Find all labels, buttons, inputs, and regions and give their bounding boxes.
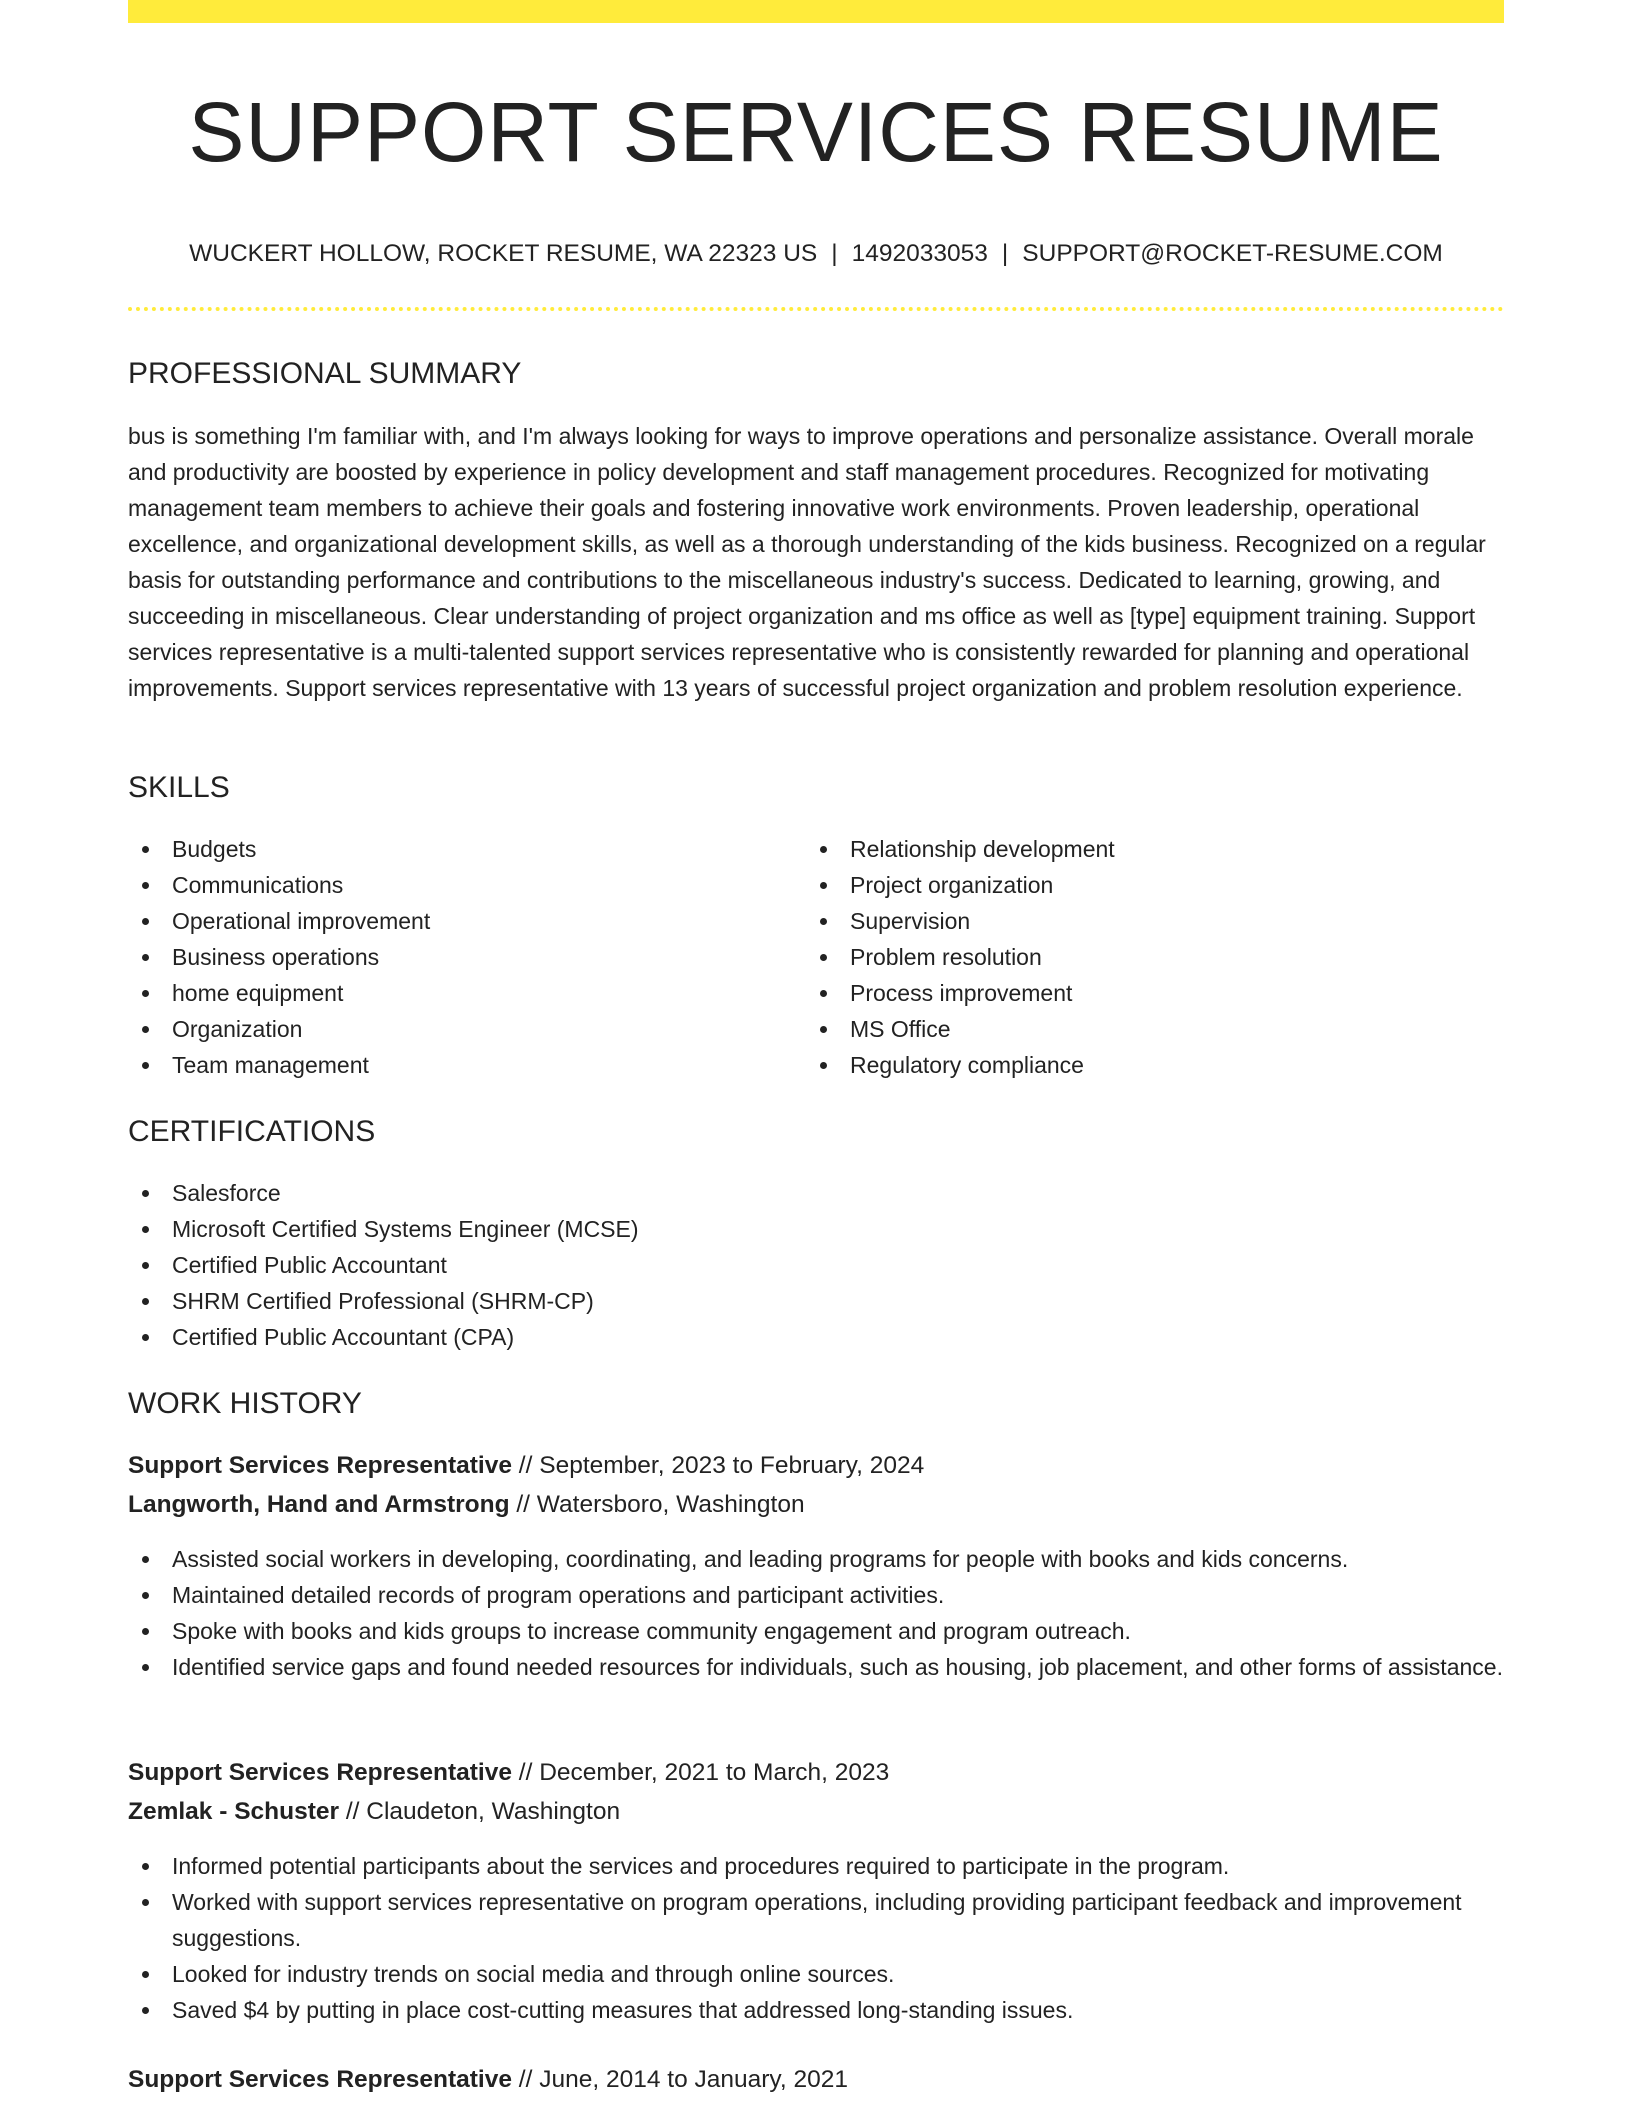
- list-item: Certified Public Accountant (CPA): [128, 1319, 1504, 1355]
- job-separator: //: [512, 2066, 540, 2093]
- job-location: Watersboro, Washington: [536, 1491, 805, 1518]
- list-item: Worked with support services representative on program operations, including providing participant feedback and improvement suggestions.: [128, 1884, 1504, 1956]
- job-title: Support Services Representative: [128, 1452, 512, 1479]
- summary-heading: PROFESSIONAL SUMMARY: [128, 357, 522, 390]
- contact-address: WUCKERT HOLLOW, ROCKET RESUME, WA 22323 US: [189, 240, 818, 267]
- resume-page: [128, 0, 1504, 2112]
- job-bullets: [128, 1541, 1504, 1685]
- list-item: Spoke with books and kids groups to increase community engagement and program outreach.: [128, 1613, 1504, 1649]
- list-item: Salesforce: [128, 1175, 1504, 1211]
- skills-list-right: [806, 831, 1504, 1083]
- top-accent-bar: [128, 0, 1504, 23]
- job-company-line: [128, 1793, 620, 1831]
- certifications-list: [128, 1175, 1504, 1355]
- contact-separator: |: [1001, 240, 1009, 267]
- list-item: Saved $4 by putting in place cost-cutting measures that addressed long-standing issues.: [128, 1992, 1504, 2028]
- list-item: Project organization: [806, 867, 1504, 903]
- job-company-line: [128, 1486, 805, 1524]
- contact-line: [128, 236, 1504, 272]
- list-item: Budgets: [128, 831, 788, 867]
- skills-list-left: [128, 831, 788, 1083]
- list-item: Team management: [128, 1047, 788, 1083]
- job-separator: //: [512, 1759, 540, 1786]
- list-item: Supervision: [806, 903, 1504, 939]
- list-item: Relationship development: [806, 831, 1504, 867]
- list-item: Certified Public Accountant: [128, 1247, 1504, 1283]
- list-item: SHRM Certified Professional (SHRM-CP): [128, 1283, 1504, 1319]
- job-company: Langworth, Hand and Armstrong: [128, 1491, 510, 1518]
- job-separator: //: [512, 1452, 540, 1479]
- list-item: Regulatory compliance: [806, 1047, 1504, 1083]
- contact-email[interactable]: SUPPORT@ROCKET-RESUME.COM: [1022, 240, 1443, 267]
- list-item: home equipment: [128, 975, 788, 1011]
- job-dates: December, 2021 to March, 2023: [539, 1759, 890, 1786]
- job-dates: June, 2014 to January, 2021: [539, 2066, 848, 2093]
- job-bullets: [128, 1848, 1504, 2028]
- job-separator: //: [509, 1491, 537, 1518]
- list-item: Informed potential participants about the services and procedures required to participate in the program.: [128, 1848, 1504, 1884]
- list-item: Operational improvement: [128, 903, 788, 939]
- job-title: Support Services Representative: [128, 2066, 512, 2093]
- dotted-divider: [128, 307, 1504, 311]
- job-title-line: [128, 1447, 924, 1485]
- list-item: Business operations: [128, 939, 788, 975]
- resume-title: SUPPORT SERVICES RESUME: [188, 85, 1444, 179]
- job-company: Zemlak - Schuster: [128, 1798, 340, 1825]
- list-item: Assisted social workers in developing, coordinating, and leading programs for people with books and kids concerns.: [128, 1541, 1504, 1577]
- work-history-heading: WORK HISTORY: [128, 1387, 362, 1420]
- list-item: Identified service gaps and found needed resources for individuals, such as housing, job placement, and other forms of assistance.: [128, 1649, 1504, 1685]
- list-item: Communications: [128, 867, 788, 903]
- list-item: Problem resolution: [806, 939, 1504, 975]
- list-item: MS Office: [806, 1011, 1504, 1047]
- job-title-line: [128, 2061, 848, 2099]
- list-item: Process improvement: [806, 975, 1504, 1011]
- job-separator: //: [339, 1798, 367, 1825]
- contact-separator: |: [831, 240, 838, 267]
- job-location: Claudeton, Washington: [366, 1798, 621, 1825]
- list-item: Looked for industry trends on social media and through online sources.: [128, 1956, 1504, 1992]
- list-item: Microsoft Certified Systems Engineer (MCSE): [128, 1211, 1504, 1247]
- skills-heading: SKILLS: [128, 771, 230, 804]
- job-title-line: [128, 1754, 889, 1792]
- contact-phone: 1492033053: [851, 240, 988, 267]
- list-item: Maintained detailed records of program operations and participant activities.: [128, 1577, 1504, 1613]
- job-dates: September, 2023 to February, 2024: [539, 1452, 925, 1479]
- certifications-heading: CERTIFICATIONS: [128, 1115, 376, 1148]
- job-title: Support Services Representative: [128, 1759, 512, 1786]
- summary-text: bus is something I'm familiar with, and I'm always looking for ways to improve operations and personalize assistance. Overall morale and productivity are boosted by experience in policy development and staff management procedures. Recognized for motivating management team members to achieve their goals and fostering innovative work environments. Proven leadership, operational excellence, and organizational development skills, as well as a thorough understanding of the kids business. Recognized on a regular basis for outstanding performance and contributions to the miscellaneous industry's success. Dedicated to learning, growing, and succeeding in miscellaneous. Clear understanding of project organization and ms office as well as [type] equipment training. Support services representative is a multi-talented support services representative who is consistently rewarded for planning and operational improvements. Support services representative with 13 years of successful project organization and problem resolution experience.: [128, 423, 1486, 701]
- list-item: Organization: [128, 1011, 788, 1047]
